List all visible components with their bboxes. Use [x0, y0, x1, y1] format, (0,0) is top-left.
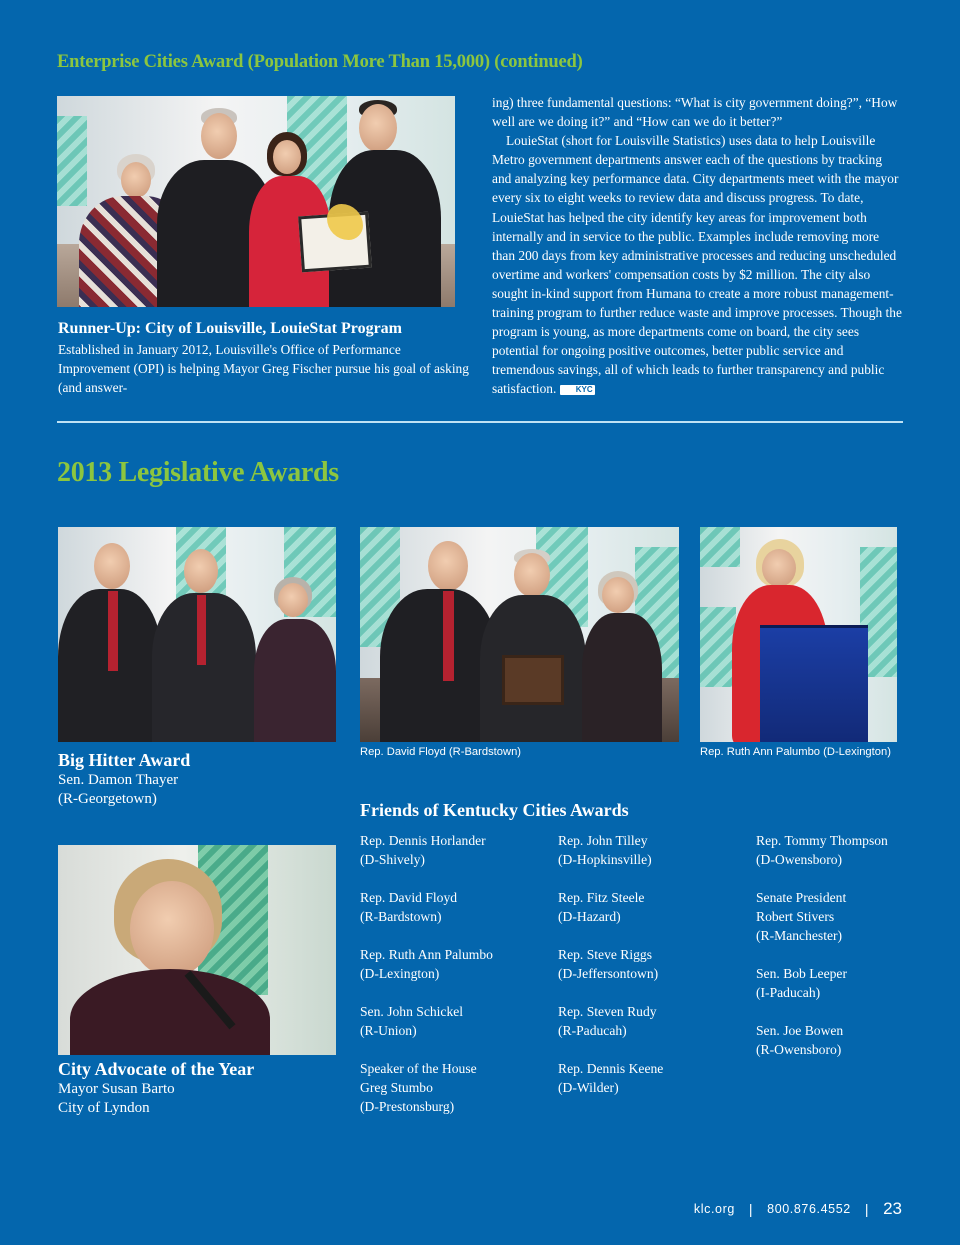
friend-district: (D-Shively): [360, 852, 425, 868]
photo-city-advocate: [58, 845, 336, 1055]
friend-district: (R-Owensboro): [756, 1042, 842, 1058]
friend-entry: [558, 1002, 748, 1040]
friend-district: (R-Paducah): [558, 1023, 627, 1039]
big-hitter-line2: (R-Georgetown): [58, 791, 157, 807]
friend-name: Rep. Dennis Horlander: [360, 833, 486, 848]
photo-louisville-award: [57, 96, 455, 307]
city-advocate-title: City Advocate of the Year: [58, 1059, 255, 1079]
friend-entry: [360, 831, 550, 869]
friend-name: Greg Stumbo: [360, 1080, 433, 1096]
page-number: 23: [883, 1199, 902, 1218]
friend-name: Rep. Steven Rudy: [558, 1004, 657, 1019]
kyc-end-mark: KYC: [560, 385, 595, 395]
friend-name: Rep. Tommy Thompson: [756, 833, 888, 848]
friend-title: Speaker of the House: [360, 1061, 477, 1076]
friend-district: (I-Paducah): [756, 985, 821, 1001]
friend-name: Robert Stivers: [756, 909, 835, 925]
friend-district: (R-Union): [360, 1023, 417, 1039]
runnerup-title: Runner-Up: City of Louisville, LouieStat Program: [58, 320, 402, 337]
footer-site-link[interactable]: klc.org: [693, 1202, 735, 1216]
friend-name: Sen. John Schickel: [360, 1004, 464, 1019]
friend-district: (R-Manchester): [756, 928, 843, 944]
friend-district: (D-Jeffersontown): [558, 966, 659, 982]
city-advocate-line2: City of Lyndon: [58, 1100, 150, 1116]
friend-district: (D-Lexington): [360, 966, 440, 982]
friend-district: (D-Prestonsburg): [360, 1099, 455, 1115]
friend-title: Senate President: [756, 890, 847, 905]
friend-entry: [558, 1059, 748, 1097]
friend-name: Rep. John Tilley: [558, 833, 648, 848]
page-footer: [694, 1199, 902, 1219]
article-paragraph-2: [492, 131, 904, 398]
friend-name: Sen. Joe Bowen: [756, 1023, 844, 1038]
podium: [760, 625, 868, 742]
legislative-heading: 2013 Legislative Awards: [57, 457, 339, 488]
friend-entry: [558, 945, 748, 983]
footer-separator: |: [748, 1201, 754, 1217]
article-right-text: [492, 93, 904, 399]
kentucky-plaque: [502, 655, 564, 705]
friend-name: Sen. Bob Leeper: [756, 966, 847, 981]
friends-heading: Friends of Kentucky Cities Awards: [360, 800, 629, 820]
article-left-text: Established in January 2012, Louisville's Office of Performance Improvement (OPI) is helping Mayor Greg Fischer pursue his goal of asking (and answer-: [58, 342, 469, 396]
friend-entry: [558, 831, 748, 869]
section-heading: Enterprise Cities Award (Population More Than 15,000) (continued): [57, 52, 583, 72]
article-paragraph-1: ing) three fundamental questions: “What is city government doing?”, “How well are we doing it?” and “How can we do it better?”: [492, 95, 898, 130]
photo-big-hitter: [58, 527, 336, 742]
friend-name: Rep. Ruth Ann Palumbo: [360, 947, 493, 962]
city-advocate-line1: Mayor Susan Barto: [58, 1081, 175, 1097]
friend-entry: [360, 888, 550, 926]
friend-district: (D-Wilder): [558, 1080, 619, 1096]
caption-ruth-ann-palumbo: Rep. Ruth Ann Palumbo (D-Lexington): [700, 746, 891, 758]
friend-district: (D-Hopkinsville): [558, 852, 652, 868]
big-hitter-title: Big Hitter Award: [58, 750, 191, 770]
friend-name: Rep. Steve Riggs: [558, 947, 653, 962]
friend-entry: [360, 1059, 550, 1117]
friend-entry: [558, 888, 748, 926]
section-divider: [57, 421, 903, 423]
friend-name: Rep. Fitz Steele: [558, 890, 645, 905]
friend-entry: [360, 945, 550, 983]
footer-separator: |: [864, 1201, 870, 1217]
friend-entry: [756, 1021, 946, 1059]
big-hitter-line1: Sen. Damon Thayer: [58, 772, 179, 788]
friend-entry: [756, 888, 946, 946]
photo-ruth-ann-palumbo: [700, 527, 897, 742]
friend-name: Rep. David Floyd: [360, 890, 458, 905]
photo-david-floyd: [360, 527, 679, 742]
friend-entry: [360, 1002, 550, 1040]
friend-district: (D-Owensboro): [756, 852, 843, 868]
footer-phone: 800.876.4552: [767, 1202, 851, 1216]
friend-name: Rep. Dennis Keene: [558, 1061, 664, 1076]
friend-district: (D-Hazard): [558, 909, 621, 925]
friend-entry: [756, 831, 946, 869]
friend-entry: [756, 964, 946, 1002]
article-paragraph-2-text: LouieStat (short for Louisville Statistics) uses data to help Louisville Metro government departments answer each of the questions by tracking and analyzing key performance data. City departments meet with the mayor every six to eight weeks to review data and discuss progress. To date, LouieStat has helped the city identify key areas for improvement both internally and in service to the public. Examples include removing more than 200 days from key administrative processes and reducing unscheduled overtime and workers' compensation costs by $2 million. The city also sought in-kind support from Humana to create a more robust management-training program to further reduce waste and improve processes. Though the program is young, as more departments come on board, the city sees potential for ongoing positive outcomes, better public service and tremendous savings, all of which leads to further transparency and public satisfaction.: [492, 133, 902, 397]
caption-david-floyd: Rep. David Floyd (R-Bardstown): [360, 746, 522, 758]
friend-district: (R-Bardstown): [360, 909, 442, 925]
